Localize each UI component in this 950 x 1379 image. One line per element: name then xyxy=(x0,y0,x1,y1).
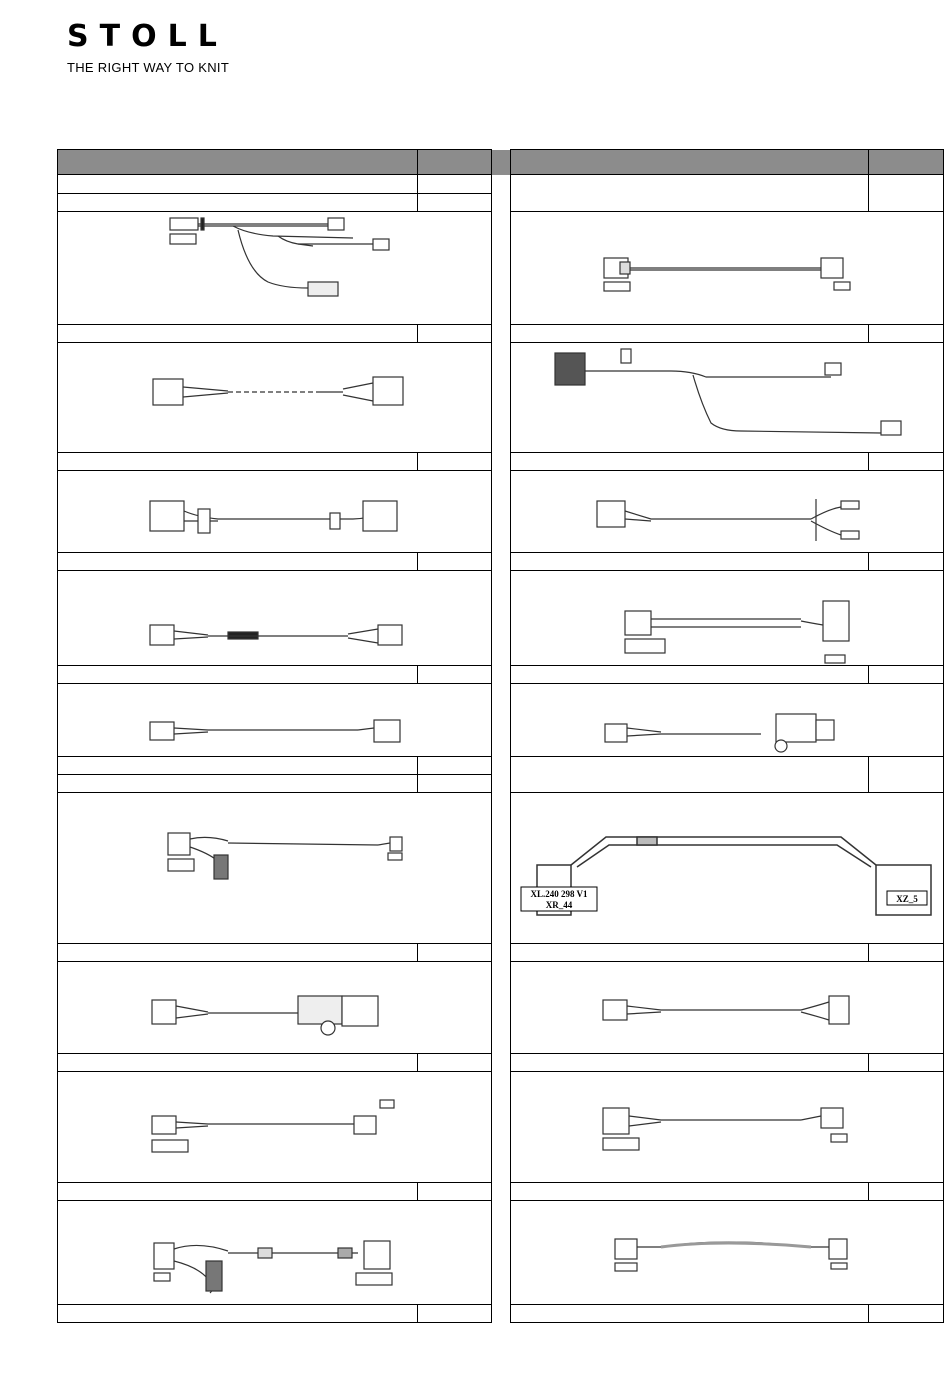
part-number xyxy=(869,944,944,962)
table-row xyxy=(58,1072,944,1183)
part-number xyxy=(418,666,492,684)
table-row xyxy=(58,666,944,684)
cable-drawing xyxy=(511,793,944,943)
column-spacer xyxy=(492,666,511,684)
cable-drawing-cell xyxy=(511,1072,944,1183)
part-description xyxy=(58,553,418,571)
part-number xyxy=(869,175,944,212)
part-description xyxy=(511,175,869,212)
part-number xyxy=(418,453,492,471)
column-spacer xyxy=(492,175,511,212)
column-spacer xyxy=(492,325,511,343)
part-number xyxy=(418,757,492,775)
part-description xyxy=(58,944,418,962)
table-row xyxy=(58,1305,944,1323)
part-number xyxy=(418,1305,492,1323)
cable-drawing-cell xyxy=(58,1072,492,1183)
table-row xyxy=(58,212,944,325)
table-row xyxy=(58,553,944,571)
part-number xyxy=(869,325,944,343)
cable-drawing-cell xyxy=(58,571,492,666)
table-row xyxy=(58,1201,944,1305)
stoll-logo xyxy=(67,20,229,75)
cable-drawing-cell xyxy=(58,343,492,453)
part-description xyxy=(58,666,418,684)
cable-drawing-cell xyxy=(511,684,944,757)
column-spacer xyxy=(492,1201,511,1305)
cable-drawing xyxy=(511,1201,944,1304)
part-description xyxy=(58,1054,418,1072)
column-spacer xyxy=(492,684,511,757)
cable-drawing-cell xyxy=(58,471,492,553)
cable-drawing xyxy=(58,793,492,943)
part-number xyxy=(869,1054,944,1072)
column-spacer xyxy=(492,944,511,962)
part-number xyxy=(418,194,492,212)
table-row xyxy=(58,793,944,944)
table-row xyxy=(58,471,944,553)
header-spacer xyxy=(492,150,511,175)
part-description xyxy=(58,757,418,775)
column-spacer xyxy=(492,962,511,1054)
part-description xyxy=(58,175,418,194)
cable-drawing-cell xyxy=(58,684,492,757)
table-row xyxy=(58,325,944,343)
cable-drawing-cell xyxy=(58,793,492,944)
column-spacer xyxy=(492,757,511,793)
table-row xyxy=(58,1054,944,1072)
cable-drawing xyxy=(58,571,492,665)
part-number xyxy=(418,775,492,793)
cable-drawing xyxy=(58,343,492,452)
table-row xyxy=(58,944,944,962)
column-spacer xyxy=(492,343,511,453)
label-box-left xyxy=(521,887,597,911)
column-spacer xyxy=(492,212,511,325)
table-row xyxy=(58,962,944,1054)
part-number xyxy=(418,175,492,194)
part-number xyxy=(869,453,944,471)
cable-drawing-cell xyxy=(58,212,492,325)
table-row xyxy=(58,175,944,194)
cable-drawing xyxy=(58,471,492,552)
cable-drawing xyxy=(58,962,492,1053)
part-number xyxy=(869,666,944,684)
part-number xyxy=(869,1305,944,1323)
part-description xyxy=(58,453,418,471)
part-description xyxy=(58,1183,418,1201)
cable-drawing xyxy=(58,1072,492,1182)
header-cell xyxy=(511,150,869,175)
part-number xyxy=(869,553,944,571)
cable-drawing xyxy=(511,571,944,665)
column-spacer xyxy=(492,553,511,571)
part-description xyxy=(511,553,869,571)
cable-label: XZ_5 xyxy=(896,894,918,904)
cable-drawing-cell xyxy=(511,1201,944,1305)
column-spacer xyxy=(492,1072,511,1183)
part-number xyxy=(869,757,944,793)
cable-drawing-cell xyxy=(511,212,944,325)
cable-label: XL.240 298 V1 xyxy=(530,889,588,899)
table-row xyxy=(58,1183,944,1201)
column-spacer xyxy=(492,793,511,944)
cable-drawing xyxy=(58,212,492,324)
table-header-row xyxy=(58,150,944,175)
table-row xyxy=(58,757,944,775)
header-cell xyxy=(58,150,418,175)
part-description xyxy=(58,325,418,343)
part-description xyxy=(511,1183,869,1201)
cable-drawing-cell xyxy=(511,571,944,666)
part-description xyxy=(511,1305,869,1323)
brand-name: STOLL xyxy=(67,19,228,54)
column-spacer xyxy=(492,453,511,471)
part-description xyxy=(511,453,869,471)
header-cell xyxy=(418,150,492,175)
cable-drawing xyxy=(511,212,944,324)
cable-drawing-cell xyxy=(58,962,492,1054)
cable-parts-table xyxy=(57,149,944,1323)
part-number xyxy=(418,1183,492,1201)
part-number xyxy=(418,553,492,571)
column-spacer xyxy=(492,1183,511,1201)
part-description xyxy=(511,666,869,684)
part-description xyxy=(58,194,418,212)
cable-label: XR_44 xyxy=(545,900,573,910)
part-number xyxy=(418,325,492,343)
part-description xyxy=(511,325,869,343)
part-description xyxy=(58,1305,418,1323)
part-description xyxy=(511,1054,869,1072)
cable-drawing-cell xyxy=(58,1201,492,1305)
cable-drawing xyxy=(511,684,944,756)
table-row xyxy=(58,343,944,453)
column-spacer xyxy=(492,571,511,666)
cable-drawing xyxy=(511,962,944,1053)
cable-drawing-cell xyxy=(511,343,944,453)
cable-drawing-cell xyxy=(511,962,944,1054)
part-number xyxy=(418,1054,492,1072)
column-spacer xyxy=(492,471,511,553)
part-description xyxy=(511,757,869,793)
cable-drawing-cell xyxy=(511,793,944,944)
header-cell xyxy=(869,150,944,175)
cable-drawing xyxy=(58,684,492,756)
label-box-right xyxy=(887,891,927,905)
cable-drawing xyxy=(58,1201,492,1304)
brand-tagline: THE RIGHT WAY TO KNIT xyxy=(67,60,230,75)
table-row xyxy=(58,453,944,471)
part-description xyxy=(58,775,418,793)
table-row xyxy=(58,571,944,666)
column-spacer xyxy=(492,1305,511,1323)
column-spacer xyxy=(492,1054,511,1072)
part-description xyxy=(511,944,869,962)
cable-drawing xyxy=(511,343,944,452)
cable-drawing xyxy=(511,471,944,552)
part-number xyxy=(869,1183,944,1201)
cable-drawing xyxy=(511,1072,944,1182)
cable-drawing-cell xyxy=(511,471,944,553)
table-row xyxy=(58,684,944,757)
part-number xyxy=(418,944,492,962)
